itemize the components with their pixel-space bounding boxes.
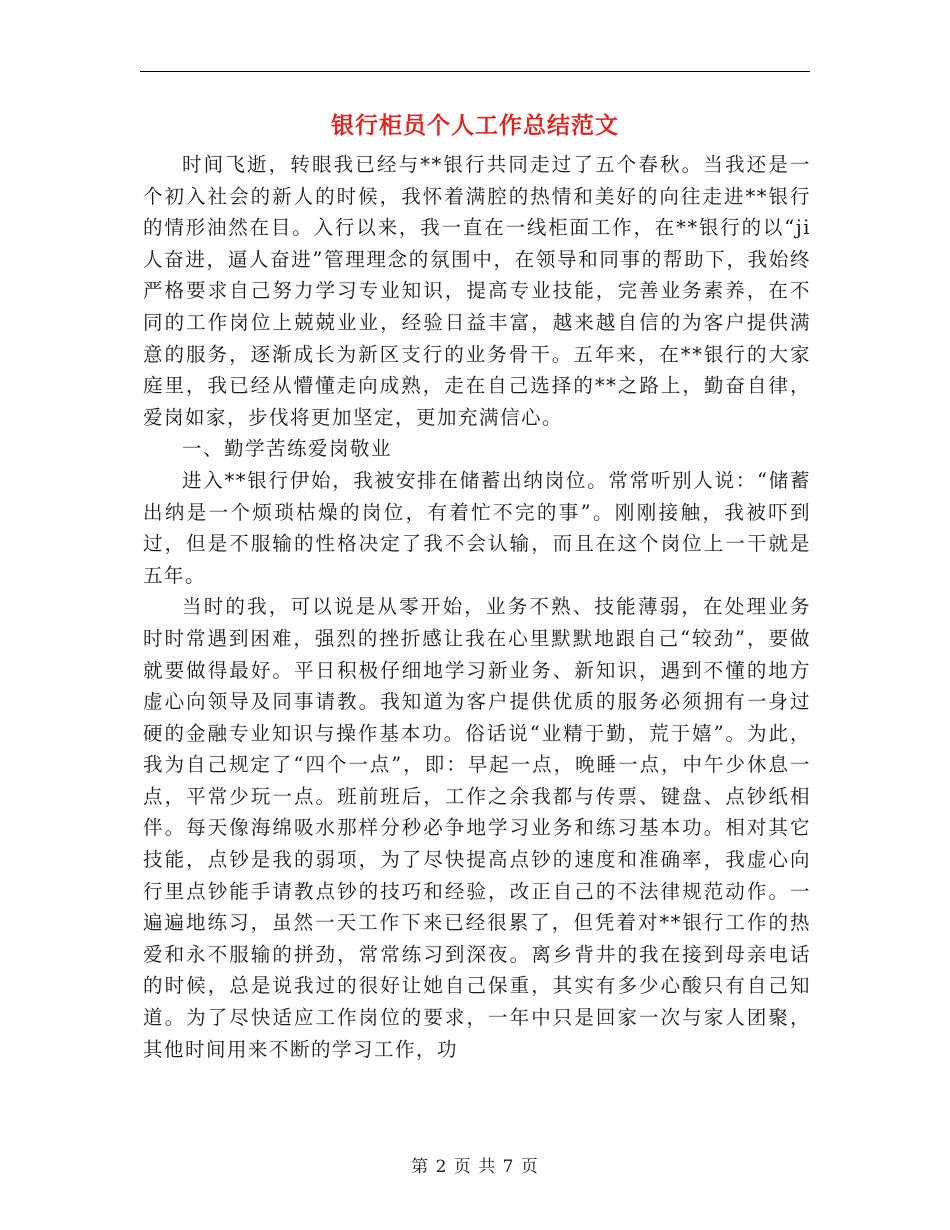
section-heading: 一、勤学苦练爱岗敬业 <box>182 437 393 461</box>
section-paragraph-2: 当时的我，可以说是从零开始，业务不熟、技能薄弱，在处理业务时时常遇到困难，强烈的挫折感让我在心里默默地跟自己“较劲”，要做就要做得最好。平日积极仔细地学习新业务、新知识，遇到不懂的地方虚心向领导及同事请教。我知道为客户提供优质的服务必须拥有一身过硬的金融专业知识与操作基本功。俗话说“业精于勤，荒于嬉”。为此，我为自己规定了“四个一点”，即：早起一点，晚睡一点，中午少休息一点，平常少玩一点。班前班后，工作之余我都与传票、键盘、点钞纸相伴。每天像海绵吸水那样分秒必争地学习业务和练习基本功。相对其它技能，点钞是我的弱项，为了尽快提高点钞的速度和准确率，我虚心向行里点钞能手请教点钞的技巧和经验，改正自己的不法律规范动作。一遍遍地练习，虽然一天工作下来已经很累了，但凭着对**银行工作的热爱和永不服输的拼劲，常常练习到深夜。离乡背井的我在接到母亲电话的时候，总是说我过的很好让她自己保重，其实有多少心酸只有自己知道。为了尽快适应工作岗位的要求，一年中只是回家一次与家人团聚，其他时间用来不断的学习工作，功 <box>143 595 811 1061</box>
section-paragraph-1: 进入**银行伊始，我被安排在储蓄出纳岗位。常常听别人说：“储蓄出纳是一个烦琐枯燥的岗位，有着忙不完的事”。刚刚接触，我被吓到过，但是不服输的性格决定了我不会认输，而且在这个岗位上一干就是五年。 <box>143 468 811 587</box>
header-rule <box>140 71 810 72</box>
document-title: 银行柜员个人工作总结范文 <box>331 112 619 139</box>
document-body <box>143 149 811 1065</box>
intro-paragraph: 时间飞逝，转眼我已经与**银行共同走过了五个春秋。当我还是一个初入社会的新人的时候，我怀着满腔的热情和美好的向往走进**银行的情形油然在目。入行以来，我一直在一线柜面工作，在**银行的以“ji人奋进，逼人奋进”管理理念的氛围中，在领导和同事的帮助下，我始终严格要求自己努力学习专业知识，提高专业技能，完善业务素养，在不同的工作岗位上兢兢业业，经验日益丰富，越来越自信的为客户提供满意的服务，逐渐成长为新区支行的业务骨干。五年来，在**银行的大家庭里，我已经从懵懂走向成熟，走在自己选择的**之路上，勤奋自律，爱岗如家，步伐将更加坚定，更加充满信心。 <box>143 153 811 429</box>
page-number-footer: 第 2 页 共 7 页 <box>411 1157 539 1177</box>
